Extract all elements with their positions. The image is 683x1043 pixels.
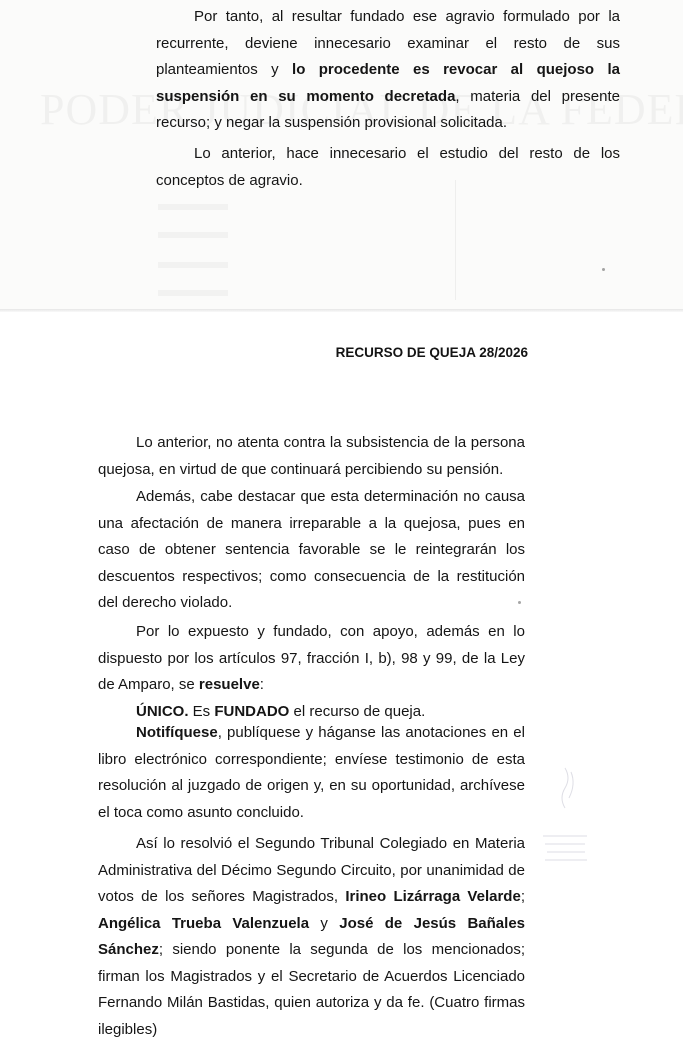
faint-seal-stamp [535, 760, 597, 870]
paragraph-no-irreparable: Además, cabe destacar que esta determinación no causa una afectación de manera irreparable a la quejosa, pues en caso de obtener sentencia favorable se le reintegrarán los descuentos respectivos; como consecuencia de la restitución del derecho violado. [98, 488, 525, 611]
speck [518, 601, 521, 604]
bold-text: ÚNICO. [136, 703, 189, 720]
bold-text: resuelve [198, 676, 260, 693]
bold-text: lo procedente es revocar al quejoso la suspensión en su momento decretada [156, 61, 620, 105]
text-segment: y [309, 914, 340, 932]
text-segment: el recurso de queja. [289, 703, 426, 720]
text-segment: Por tanto, al resultar fundado ese agravio formulado por la recurrente, deviene innecesario examinar el resto de sus planteamientos y [156, 8, 620, 78]
text-segment: , materia del presente recurso; y negar la suspensión provisional solicitada. [156, 87, 621, 131]
closing-paragraph [98, 831, 525, 1043]
top-page-fragment [0, 0, 683, 310]
paragraph-legal-basis [98, 619, 525, 699]
bold-text: Notifíquese [136, 724, 218, 741]
seal-mark [535, 760, 597, 870]
text-segment: Así lo resolvió el Segundo Tribunal Colegiado en Materia Administrativa del Décimo Segundo Circuito, por unanimidad de votos de los señores Magistrados, [98, 835, 525, 905]
document-header: RECURSO DE QUEJA 28/2026 [335, 345, 528, 360]
bold-text: FUNDADO [214, 703, 290, 720]
judge-name: José de Jesús Bañales Sánchez [98, 914, 525, 958]
paragraph-subsistence: Lo anterior, no atenta contra la subsistencia de la persona quejosa, en virtud de que continuará percibiendo su pensión. [98, 434, 525, 478]
text-segment: , publíquese y háganse las anotaciones en el libro electrónico correspondiente; envíese testimonio de esta resolución al juzgado de origen y, en su oportunidad, archívese el toca como asunto concluido. [98, 724, 525, 821]
text-segment: Es [188, 703, 215, 720]
text-segment: : [259, 676, 264, 693]
top-paragraph-2: Lo anterior, hace innecesario el estudio del resto de los conceptos de agravio. [156, 145, 620, 189]
faint-margin-line [455, 180, 456, 300]
judge-name: Angélica Trueba Valenzuela [98, 914, 310, 932]
text-segment: ; [520, 888, 525, 905]
speck [602, 268, 605, 271]
top-paragraph-1 [156, 4, 620, 137]
text-segment: ; siendo ponente la segunda de los mencionados; firman los Magistrados y el Secretario de Acuerdos Licenciado Fernando Milán Bastidas, quien autoriza y da fe. (Cuatro firmas ilegibles) [98, 941, 525, 1038]
notification-paragraph [98, 720, 525, 826]
text-segment: Por lo expuesto y fundado, con apoyo, además en lo dispuesto por los artículos 97, fracción I, b), 98 y 99, de la Ley de Amparo, se [98, 623, 525, 693]
judge-name: Irineo Lizárraga Velarde [345, 888, 521, 905]
